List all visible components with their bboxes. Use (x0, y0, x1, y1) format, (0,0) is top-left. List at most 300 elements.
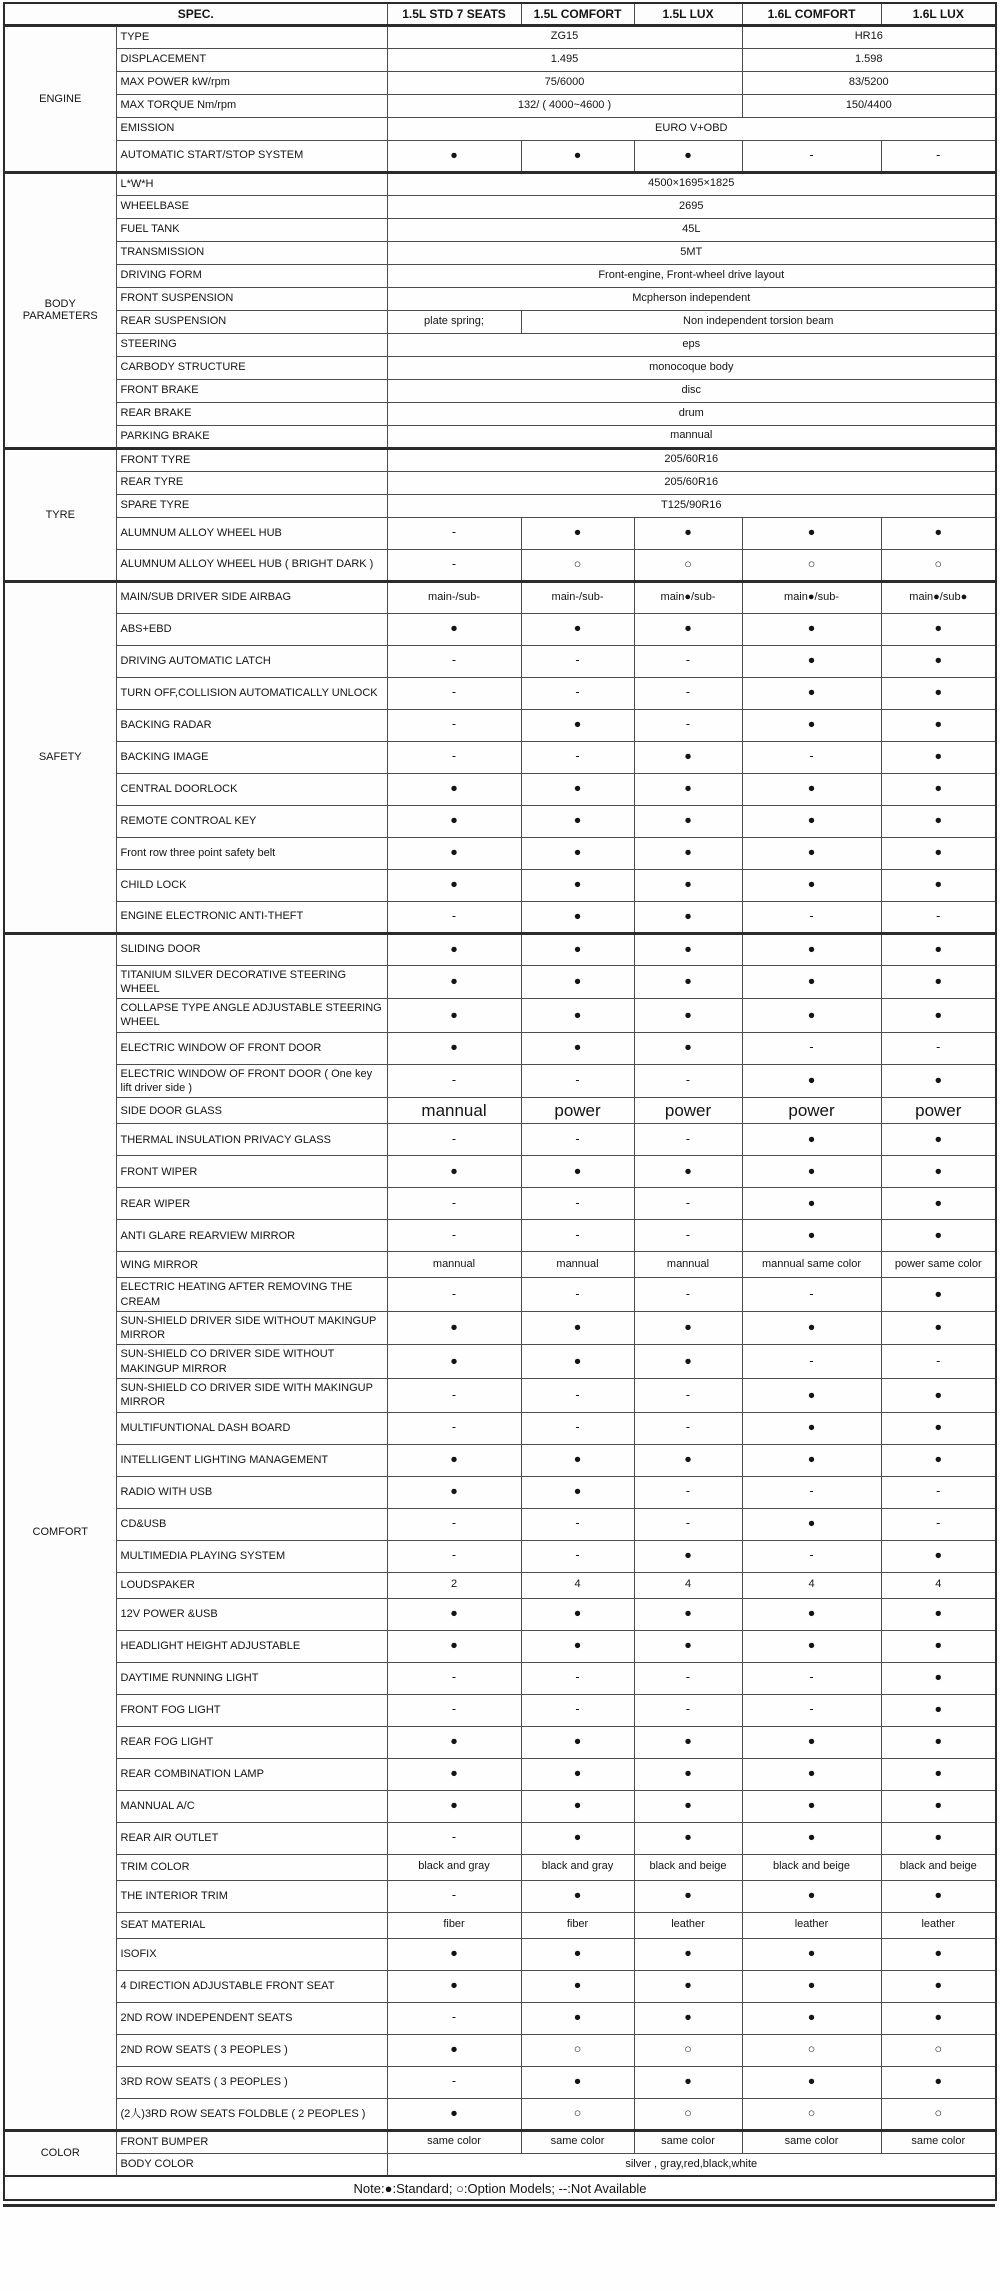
row-label-cell: Front row three point safety belt (116, 837, 387, 869)
value-cell: ● (742, 677, 881, 709)
value-cell: ● (521, 1598, 634, 1630)
table-row (4, 1598, 996, 1630)
value-cell: ● (742, 773, 881, 805)
value-cell: ● (521, 773, 634, 805)
table-row (4, 448, 996, 471)
value-cell: ● (881, 1124, 996, 1156)
row-label-cell: 12V POWER &USB (116, 1598, 387, 1630)
value-cell: ● (634, 1311, 742, 1345)
group-label-cell: ENGINE (4, 25, 116, 172)
model-header-cell: 1.5L LUX (634, 3, 742, 25)
value-cell: ● (742, 1379, 881, 1413)
value-cell: ● (742, 709, 881, 741)
row-label-cell: FRONT WIPER (116, 1156, 387, 1188)
value-cell: - (387, 1508, 521, 1540)
table-row (4, 333, 996, 356)
value-cell: ● (881, 613, 996, 645)
value-cell: ● (742, 1598, 881, 1630)
value-cell: - (742, 1278, 881, 1312)
value-cell: ● (881, 1064, 996, 1098)
table-row (4, 869, 996, 901)
value-cell: ● (881, 677, 996, 709)
value-cell: ● (634, 901, 742, 933)
row-label-cell: FRONT BRAKE (116, 379, 387, 402)
value-cell: same color (742, 2130, 881, 2153)
value-cell: ○ (742, 2034, 881, 2066)
table-row (4, 805, 996, 837)
table-row (4, 1880, 996, 1912)
value-cell: ● (634, 1880, 742, 1912)
value-cell: ● (387, 1032, 521, 1064)
table-row (4, 264, 996, 287)
value-cell: - (387, 1880, 521, 1912)
value-cell: ● (742, 1726, 881, 1758)
row-label-cell: ISOFIX (116, 1938, 387, 1970)
table-row (4, 1156, 996, 1188)
row-label-cell: ALUMNUM ALLOY WHEEL HUB (116, 517, 387, 549)
value-cell: - (387, 1188, 521, 1220)
table-row (4, 613, 996, 645)
table-row (4, 709, 996, 741)
table-row (4, 218, 996, 241)
table-row (4, 1630, 996, 1662)
value-cell: - (634, 1124, 742, 1156)
value-cell: ● (742, 965, 881, 999)
value-cell: ● (634, 1630, 742, 1662)
group-label-cell: COLOR (4, 2130, 116, 2176)
value-cell: ● (387, 1938, 521, 1970)
value-cell: - (521, 1220, 634, 1252)
table-row (4, 1311, 996, 1345)
row-label-cell: MAX POWER kW/rpm (116, 71, 387, 94)
row-label-cell: ELECTRIC HEATING AFTER REMOVING THE CREAM (116, 1278, 387, 1312)
value-cell: 4 (634, 1572, 742, 1598)
table-row (4, 1032, 996, 1064)
table-row (4, 379, 996, 402)
value-cell: 2695 (387, 195, 996, 218)
spec-table (3, 2, 997, 2201)
table-row (4, 195, 996, 218)
row-label-cell: ELECTRIC WINDOW OF FRONT DOOR (116, 1032, 387, 1064)
table-row (4, 1278, 996, 1312)
value-cell: ● (881, 1694, 996, 1726)
row-label-cell: DISPLACEMENT (116, 48, 387, 71)
value-cell: 5MT (387, 241, 996, 264)
table-row (4, 1790, 996, 1822)
value-cell: ● (387, 965, 521, 999)
value-cell: ● (742, 1311, 881, 1345)
legend-note: Note:●:Standard; ○:Option Models; --:Not Available (4, 2176, 996, 2200)
value-cell: ● (742, 1758, 881, 1790)
value-cell: ● (521, 999, 634, 1033)
row-label-cell: TRIM COLOR (116, 1854, 387, 1880)
value-cell: ● (521, 1032, 634, 1064)
value-cell: ● (742, 1156, 881, 1188)
value-cell: black and beige (634, 1854, 742, 1880)
value-cell: plate spring; (387, 310, 521, 333)
value-cell: - (387, 1540, 521, 1572)
value-cell: mannual (387, 1098, 521, 1124)
value-cell: ● (521, 869, 634, 901)
value-cell: ● (521, 965, 634, 999)
value-cell: ● (634, 805, 742, 837)
table-row (4, 1726, 996, 1758)
value-cell: - (387, 1124, 521, 1156)
value-cell: ● (634, 741, 742, 773)
value-cell: ● (742, 1188, 881, 1220)
value-cell: ● (521, 1880, 634, 1912)
value-cell: main●/sub- (742, 581, 881, 613)
value-cell: ● (881, 1880, 996, 1912)
value-cell: - (742, 1662, 881, 1694)
value-cell: - (521, 677, 634, 709)
table-row (4, 999, 996, 1033)
value-cell: black and beige (881, 1854, 996, 1880)
spec-header-cell: SPEC. (4, 3, 387, 25)
row-label-cell: TYPE (116, 25, 387, 48)
row-label-cell: ELECTRIC WINDOW OF FRONT DOOR ( One key lift driver side ) (116, 1064, 387, 1098)
value-cell: - (881, 1476, 996, 1508)
value-cell: ○ (521, 2034, 634, 2066)
value-cell: ● (742, 933, 881, 965)
row-label-cell: COLLAPSE TYPE ANGLE ADJUSTABLE STEERING WHEEL (116, 999, 387, 1033)
value-cell: Mcpherson independent (387, 287, 996, 310)
value-cell: - (387, 1064, 521, 1098)
value-cell: - (387, 709, 521, 741)
row-label-cell: FRONT TYRE (116, 448, 387, 471)
value-cell: - (387, 1694, 521, 1726)
value-cell: ● (634, 999, 742, 1033)
value-cell: ● (634, 2002, 742, 2034)
value-cell: ● (881, 1822, 996, 1854)
value-cell: ○ (881, 2098, 996, 2130)
value-cell: fiber (521, 1912, 634, 1938)
table-header-row (4, 3, 996, 25)
table-row (4, 425, 996, 448)
value-cell: ● (881, 2002, 996, 2034)
row-label-cell: SIDE DOOR GLASS (116, 1098, 387, 1124)
value-cell: - (521, 645, 634, 677)
table-row (4, 773, 996, 805)
value-cell: HR16 (742, 25, 996, 48)
value-cell: ● (634, 1758, 742, 1790)
table-row (4, 1412, 996, 1444)
row-label-cell: 2ND ROW SEATS ( 3 PEOPLES ) (116, 2034, 387, 2066)
value-cell: ● (881, 645, 996, 677)
table-row (4, 241, 996, 264)
row-label-cell: MANNUAL A/C (116, 1790, 387, 1822)
value-cell: - (634, 1412, 742, 1444)
row-label-cell: EMISSION (116, 117, 387, 140)
model-header-cell: 1.5L STD 7 SEATS (387, 3, 521, 25)
value-cell: ● (742, 1444, 881, 1476)
value-cell: ● (881, 1311, 996, 1345)
row-label-cell: BODY COLOR (116, 2153, 387, 2176)
value-cell: mannual same color (742, 1252, 881, 1278)
row-label-cell: MAX TORQUE Nm/rpm (116, 94, 387, 117)
value-cell: ● (634, 1726, 742, 1758)
value-cell: 132/ ( 4000~4600 ) (387, 94, 742, 117)
row-label-cell: REMOTE CONTROAL KEY (116, 805, 387, 837)
row-label-cell: WHEELBASE (116, 195, 387, 218)
value-cell: ● (387, 933, 521, 965)
value-cell: - (387, 677, 521, 709)
row-label-cell: 4 DIRECTION ADJUSTABLE FRONT SEAT (116, 1970, 387, 2002)
bottom-border-line (3, 2204, 995, 2207)
row-label-cell: CHILD LOCK (116, 869, 387, 901)
value-cell: ● (387, 1630, 521, 1662)
value-cell: ● (521, 1476, 634, 1508)
value-cell: ● (387, 2034, 521, 2066)
table-row (4, 1938, 996, 1970)
value-cell: ● (387, 2098, 521, 2130)
row-label-cell: REAR TYRE (116, 471, 387, 494)
value-cell: ● (521, 709, 634, 741)
table-row (4, 1476, 996, 1508)
value-cell: ● (634, 1032, 742, 1064)
value-cell: 75/6000 (387, 71, 742, 94)
value-cell: - (387, 549, 521, 581)
model-header-cell: 1.6L LUX (881, 3, 996, 25)
row-label-cell: BACKING IMAGE (116, 741, 387, 773)
group-safety (4, 581, 996, 933)
value-cell: ● (634, 965, 742, 999)
value-cell: ● (881, 517, 996, 549)
value-cell: ● (881, 1220, 996, 1252)
table-row (4, 1912, 996, 1938)
row-label-cell: CARBODY STRUCTURE (116, 356, 387, 379)
value-cell: 1.598 (742, 48, 996, 71)
value-cell: ● (634, 1345, 742, 1379)
value-cell: Front-engine, Front-wheel drive layout (387, 264, 996, 287)
value-cell: ● (634, 933, 742, 965)
value-cell: ● (634, 1970, 742, 2002)
value-cell: ● (881, 1444, 996, 1476)
table-row (4, 1345, 996, 1379)
value-cell: ● (387, 1970, 521, 2002)
value-cell: ● (742, 517, 881, 549)
row-label-cell: L*W*H (116, 172, 387, 195)
value-cell: ● (634, 1790, 742, 1822)
legend-note-row (4, 2176, 996, 2200)
value-cell: - (521, 1508, 634, 1540)
row-label-cell: 3RD ROW SEATS ( 3 PEOPLES ) (116, 2066, 387, 2098)
value-cell: main●/sub- (634, 581, 742, 613)
table-row (4, 1854, 996, 1880)
value-cell: ● (881, 805, 996, 837)
value-cell: same color (521, 2130, 634, 2153)
value-cell: main●/sub● (881, 581, 996, 613)
value-cell: - (387, 1662, 521, 1694)
value-cell: ● (881, 709, 996, 741)
value-cell: ● (387, 1790, 521, 1822)
table-row (4, 1098, 996, 1124)
value-cell: ● (742, 1938, 881, 1970)
value-cell: ● (387, 773, 521, 805)
value-cell: ○ (634, 549, 742, 581)
value-cell: - (881, 1345, 996, 1379)
value-cell: ● (387, 1156, 521, 1188)
value-cell: - (742, 1540, 881, 1572)
table-row (4, 645, 996, 677)
value-cell: power (881, 1098, 996, 1124)
value-cell: mannual (387, 425, 996, 448)
value-cell: - (742, 1694, 881, 1726)
value-cell: ● (881, 1412, 996, 1444)
value-cell: - (521, 1540, 634, 1572)
value-cell: - (387, 1379, 521, 1413)
value-cell: - (634, 1278, 742, 1312)
value-cell: power (742, 1098, 881, 1124)
value-cell: T125/90R16 (387, 494, 996, 517)
value-cell: ● (634, 1822, 742, 1854)
table-row (4, 2153, 996, 2176)
row-label-cell: BACKING RADAR (116, 709, 387, 741)
value-cell: ● (387, 1476, 521, 1508)
value-cell: ● (742, 1970, 881, 2002)
value-cell: - (881, 901, 996, 933)
value-cell: - (634, 645, 742, 677)
value-cell: ● (881, 999, 996, 1033)
row-label-cell: ENGINE ELECTRONIC ANTI-THEFT (116, 901, 387, 933)
value-cell: silver , gray,red,black,white (387, 2153, 996, 2176)
value-cell: ZG15 (387, 25, 742, 48)
value-cell: ● (742, 869, 881, 901)
row-label-cell: DRIVING AUTOMATIC LATCH (116, 645, 387, 677)
value-cell: ● (881, 2066, 996, 2098)
row-label-cell: ALUMNUM ALLOY WHEEL HUB ( BRIGHT DARK ) (116, 549, 387, 581)
value-cell: ● (521, 837, 634, 869)
group-label-cell: SAFETY (4, 581, 116, 933)
row-label-cell: DAYTIME RUNNING LIGHT (116, 1662, 387, 1694)
row-label-cell: CENTRAL DOORLOCK (116, 773, 387, 805)
value-cell: 4 (881, 1572, 996, 1598)
value-cell: ● (387, 1758, 521, 1790)
model-header-cell: 1.5L COMFORT (521, 3, 634, 25)
value-cell: ● (881, 837, 996, 869)
value-cell: ○ (742, 2098, 881, 2130)
value-cell: 205/60R16 (387, 448, 996, 471)
table-foot (4, 2176, 996, 2200)
value-cell: - (634, 1476, 742, 1508)
group-comfort (4, 933, 996, 2130)
row-label-cell: FRONT SUSPENSION (116, 287, 387, 310)
value-cell: ● (881, 1790, 996, 1822)
table-row (4, 581, 996, 613)
table-row (4, 2066, 996, 2098)
row-label-cell: REAR AIR OUTLET (116, 1822, 387, 1854)
value-cell: - (634, 677, 742, 709)
table-row (4, 1379, 996, 1413)
value-cell: eps (387, 333, 996, 356)
row-label-cell: TITANIUM SILVER DECORATIVE STEERING WHEEL (116, 965, 387, 999)
value-cell: ● (742, 999, 881, 1033)
table-row (4, 94, 996, 117)
value-cell: ● (742, 1822, 881, 1854)
row-label-cell: SUN-SHIELD DRIVER SIDE WITHOUT MAKINGUP MIRROR (116, 1311, 387, 1345)
value-cell: mannual (634, 1252, 742, 1278)
value-cell: ● (742, 645, 881, 677)
value-cell: - (387, 2002, 521, 2034)
value-cell: ● (881, 773, 996, 805)
value-cell: ● (742, 1880, 881, 1912)
value-cell: - (634, 1508, 742, 1540)
value-cell: same color (634, 2130, 742, 2153)
value-cell: - (387, 1412, 521, 1444)
row-label-cell: FRONT FOG LIGHT (116, 1694, 387, 1726)
row-label-cell: PARKING BRAKE (116, 425, 387, 448)
table-row (4, 25, 996, 48)
table-row (4, 837, 996, 869)
group-tyre (4, 448, 996, 581)
table-row (4, 1064, 996, 1098)
value-cell: ● (881, 1278, 996, 1312)
value-cell: black and beige (742, 1854, 881, 1880)
value-cell: ● (742, 1064, 881, 1098)
value-cell: - (634, 1662, 742, 1694)
value-cell: ● (521, 2066, 634, 2098)
row-label-cell: AUTOMATIC START/STOP SYSTEM (116, 140, 387, 172)
value-cell: monocoque body (387, 356, 996, 379)
value-cell: ○ (521, 2098, 634, 2130)
table-row (4, 1540, 996, 1572)
table-row (4, 2098, 996, 2130)
value-cell: - (881, 1032, 996, 1064)
value-cell: ● (634, 837, 742, 869)
group-label-cell: BODY PARAMETERS (4, 172, 116, 448)
table-row (4, 172, 996, 195)
row-label-cell: MULTIMEDIA PLAYING SYSTEM (116, 1540, 387, 1572)
value-cell: ● (881, 1540, 996, 1572)
value-cell: 4 (742, 1572, 881, 1598)
value-cell: same color (881, 2130, 996, 2153)
value-cell: 4 (521, 1572, 634, 1598)
value-cell: ● (881, 1598, 996, 1630)
value-cell: 83/5200 (742, 71, 996, 94)
table-row (4, 1220, 996, 1252)
table-row (4, 901, 996, 933)
row-label-cell: MAIN/SUB DRIVER SIDE AIRBAG (116, 581, 387, 613)
row-label-cell: TURN OFF,COLLISION AUTOMATICALLY UNLOCK (116, 677, 387, 709)
value-cell: power (521, 1098, 634, 1124)
row-label-cell: ANTI GLARE REARVIEW MIRROR (116, 1220, 387, 1252)
value-cell: - (742, 140, 881, 172)
value-cell: ● (521, 1938, 634, 1970)
value-cell: ● (881, 869, 996, 901)
value-cell: ○ (881, 549, 996, 581)
value-cell: ● (881, 1156, 996, 1188)
table-row (4, 48, 996, 71)
row-label-cell: REAR SUSPENSION (116, 310, 387, 333)
value-cell: - (881, 140, 996, 172)
value-cell: - (387, 645, 521, 677)
value-cell: ● (521, 1156, 634, 1188)
value-cell: - (521, 1694, 634, 1726)
value-cell: ● (881, 1726, 996, 1758)
value-cell: main-/sub- (387, 581, 521, 613)
value-cell: fiber (387, 1912, 521, 1938)
table-row (4, 140, 996, 172)
value-cell: - (521, 1412, 634, 1444)
value-cell: - (521, 1278, 634, 1312)
value-cell: ● (521, 1970, 634, 2002)
value-cell: black and gray (521, 1854, 634, 1880)
value-cell: ● (742, 2066, 881, 2098)
value-cell: ● (521, 2002, 634, 2034)
table-head (4, 3, 996, 25)
value-cell: ● (521, 901, 634, 933)
value-cell: - (742, 901, 881, 933)
